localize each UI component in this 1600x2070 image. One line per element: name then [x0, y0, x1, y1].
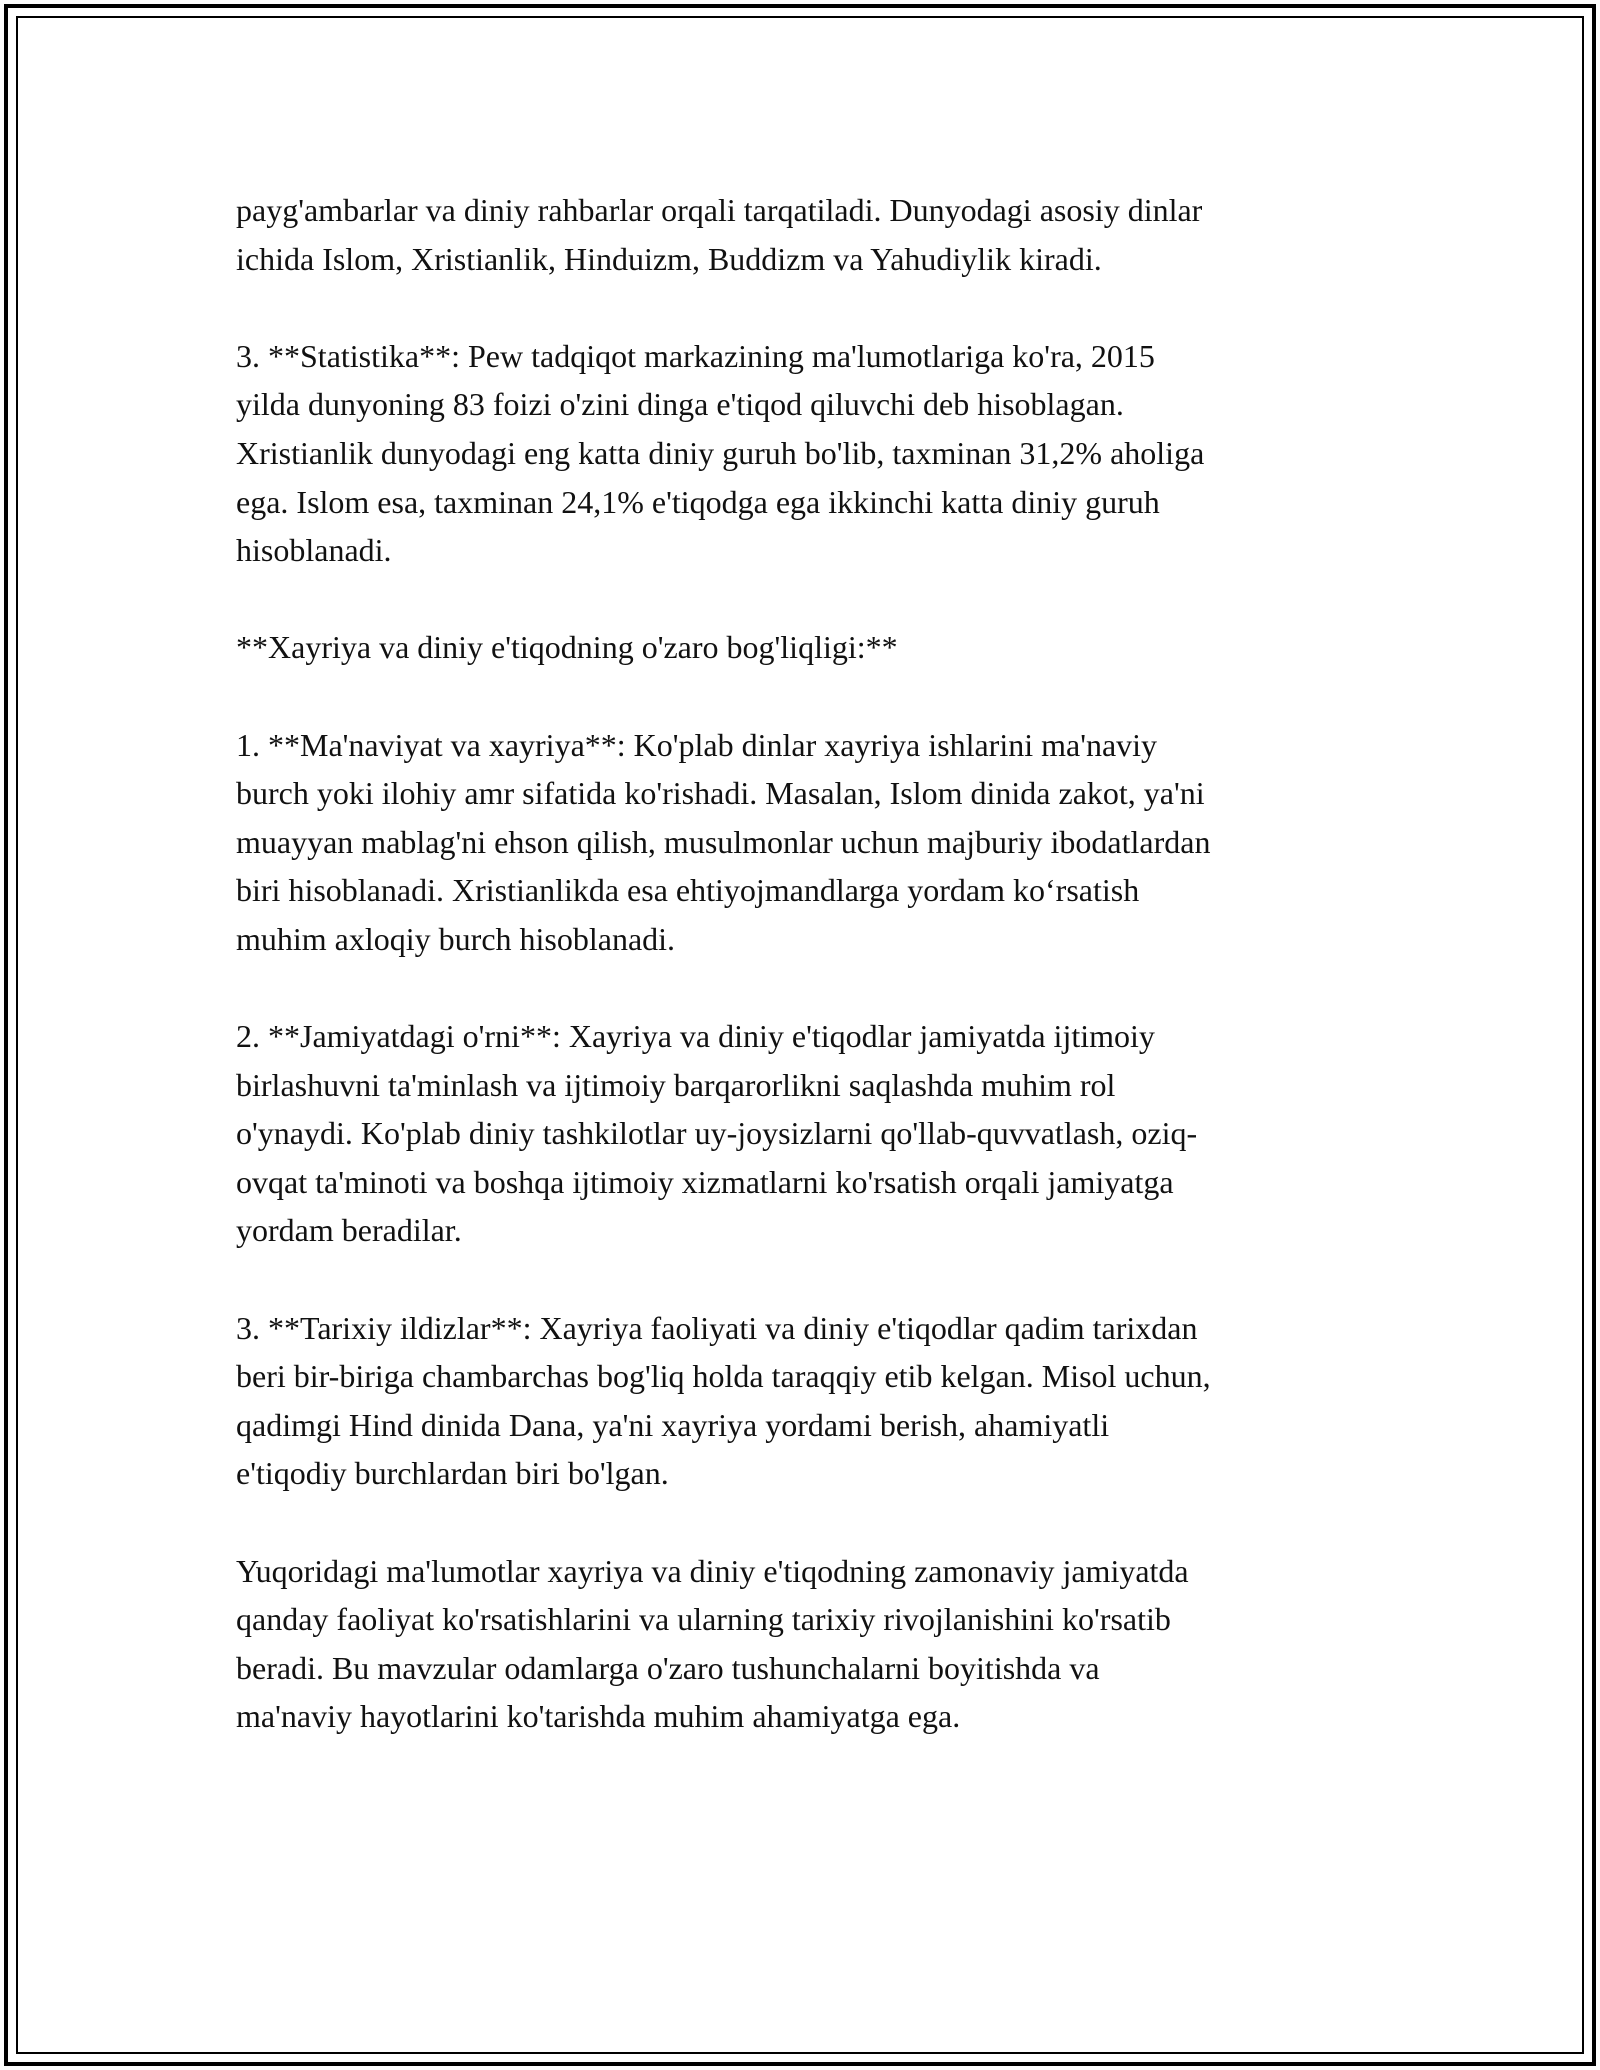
- document-body: [236, 186, 1376, 1741]
- paragraph-conclusion: Yuqoridagi ma'lumotlar xayriya va diniy e'tiqodning zamonaviy jamiyatda qanday faoliyat ko'rsatishlarini va ularning tarixiy rivojlanishini ko'rsatib beradi. Bu mavzular odamlarga o'zaro tushunchalarni boyitishda va ma'naviy hayotlarini ko'tarishda muhim ahamiyatga ega.: [236, 1552, 1189, 1735]
- paragraph-role-in-society: 2. **Jamiyatdagi o'rni**: Xayriya va diniy e'tiqodlar jamiyatda ijtimoiy birlashuvni ta'minlash va ijtimoiy barqarorlikni saqlashda muhim rol o'ynaydi. Ko'plab diniy tashkilotlar uy-joysizlarni qo'llab-quvvatlash, oziq- ovqat ta'minoti va boshqa ijtimoiy xizmatlarni ko'rsatish orqali jamiyatga yordam beradilar.: [236, 1018, 1198, 1249]
- paragraph-religions-intro: payg'ambarlar va diniy rahbarlar orqali tarqatiladi. Dunyodagi asosiy dinlar ichida Islom, Xristianlik, Hinduizm, Buddizm va Yahudiylik kiradi.: [236, 192, 1203, 277]
- paragraph-statistics: 3. **Statistika**: Pew tadqiqot markazining ma'lumotlariga ko'ra, 2015 yilda dunyoning 83 foizi o'zini dinga e'tiqod qiluvchi deb hisoblagan. Xristianlik dunyodagi eng katta diniy guruh bo'lib, taxminan 31,2% aholiga ega. Islom esa, taxminan 24,1% e'tiqodga ega ikkinchi katta diniy guruh hisoblanadi.: [236, 337, 1205, 569]
- paragraph-historical-roots: 3. **Tarixiy ildizlar**: Xayriya faoliyati va diniy e'tiqodlar qadim tarixdan beri bir-biriga chambarchas bog'liq holda taraqqiy etib kelgan. Misol uchun, qadimgi Hind dinida Dana, ya'ni xayriya yordami berish, ahamiyatli e'tiqodiy burchlardan biri bo'lgan.: [236, 1309, 1211, 1492]
- section-heading-charity-religion: **Xayriya va diniy e'tiqodning o'zaro bog'liqligi:**: [236, 629, 898, 666]
- paragraph-spirituality-charity: 1. **Ma'naviyat va xayriya**: Ko'plab dinlar xayriya ishlarini ma'naviy burch yoki ilohiy amr sifatida ko'rishadi. Masalan, Islom dinida zakot, ya'ni muayyan mablag'ni ehson qilish, musulmonlar uchun majburiy ibodatlardan biri hisoblanadi. Xristianlikda esa ehtiyojmandlarga yordam ko‘rsatish muhim axloqiy burch hisoblanadi.: [236, 726, 1211, 957]
